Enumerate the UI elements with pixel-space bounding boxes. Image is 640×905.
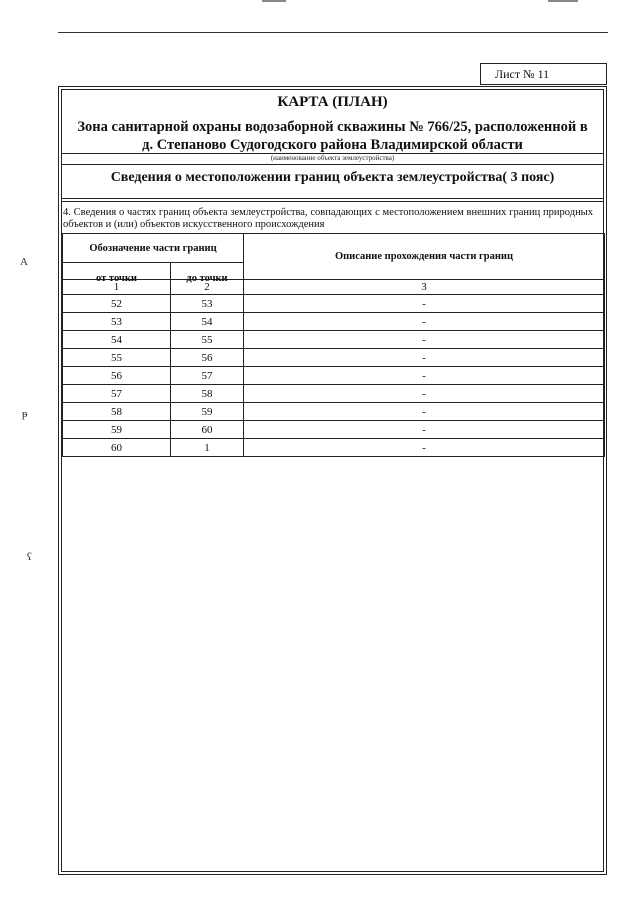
- to-point-cell: 55: [171, 331, 244, 349]
- from-point-cell: 58: [63, 403, 171, 421]
- description-cell: -: [244, 385, 605, 403]
- to-point-cell: 60: [171, 421, 244, 439]
- from-point-cell: 60: [63, 439, 171, 457]
- document-frame: [58, 86, 607, 875]
- section-title: Сведения о местоположении границ объекта землеустройства( 3 пояс): [110, 170, 555, 185]
- to-point-cell: 58: [171, 385, 244, 403]
- table-row: [63, 403, 605, 421]
- from-point-header: [63, 263, 171, 284]
- table-row: [63, 385, 605, 403]
- section-divider-top: [62, 164, 603, 165]
- description-cell: -: [244, 367, 605, 385]
- scan-artifact-left: [262, 0, 286, 8]
- to-point-cell: 54: [171, 313, 244, 331]
- to-point-cell: 56: [171, 349, 244, 367]
- description-cell: -: [244, 403, 605, 421]
- from-point-cell: 56: [63, 367, 171, 385]
- object-caption: (наименование объекта землеустройства): [270, 154, 395, 162]
- table-row: [63, 439, 605, 457]
- column-number: 3: [244, 280, 605, 295]
- description-cell: -: [244, 349, 605, 367]
- column-number-row: [63, 280, 605, 295]
- description-header: Описание прохождения части границ: [244, 234, 605, 280]
- from-point-cell: 55: [63, 349, 171, 367]
- from-point-header-text: от точки: [96, 273, 137, 284]
- section-divider-bottom: [62, 198, 603, 199]
- page-title: КАРТА (ПЛАН): [277, 94, 388, 110]
- to-point-header: [171, 263, 244, 284]
- table-row: [63, 421, 605, 439]
- table-row: [63, 367, 605, 385]
- margin-mark-3: ʕ: [27, 551, 32, 563]
- section-paragraph: 4. Сведения о частях границ объекта землеустройства, совпадающих с местоположением внешних границ природных объектов и (или) объектов искусственного происхождения: [63, 207, 593, 230]
- table-row: [63, 331, 605, 349]
- description-cell: -: [244, 313, 605, 331]
- description-cell: -: [244, 295, 605, 313]
- boundary-parts-table: [62, 233, 605, 457]
- from-point-cell: 54: [63, 331, 171, 349]
- from-point-cell: 53: [63, 313, 171, 331]
- section-divider-bottom-2: [62, 201, 603, 202]
- subtitle-line-1: Зона санитарной охраны водозаборной скважины № 766/25, расположенной в: [77, 119, 588, 135]
- top-rule: [58, 32, 608, 33]
- to-point-cell: 53: [171, 295, 244, 313]
- from-point-cell: 57: [63, 385, 171, 403]
- to-point-header-text: до точки: [186, 273, 228, 284]
- margin-mark-1: A: [20, 256, 28, 268]
- group-header: Обозначение части границ: [63, 234, 244, 263]
- description-cell: -: [244, 421, 605, 439]
- column-number: 2: [171, 280, 244, 295]
- column-number: 1: [63, 280, 171, 295]
- margin-mark-2: ᵽ: [22, 408, 28, 420]
- table-row: [63, 313, 605, 331]
- scan-artifact-right: [548, 0, 578, 8]
- table-row: [63, 295, 605, 313]
- sheet-number: Лист № 11: [480, 63, 607, 85]
- from-point-cell: 59: [63, 421, 171, 439]
- subtitle-line-2: д. Степаново Судогодского района Владимирской области: [142, 137, 523, 153]
- table-row: [63, 349, 605, 367]
- to-point-cell: 1: [171, 439, 244, 457]
- description-cell: -: [244, 331, 605, 349]
- to-point-cell: 59: [171, 403, 244, 421]
- description-cell: -: [244, 439, 605, 457]
- to-point-cell: 57: [171, 367, 244, 385]
- page-subtitle: [62, 118, 603, 154]
- from-point-cell: 52: [63, 295, 171, 313]
